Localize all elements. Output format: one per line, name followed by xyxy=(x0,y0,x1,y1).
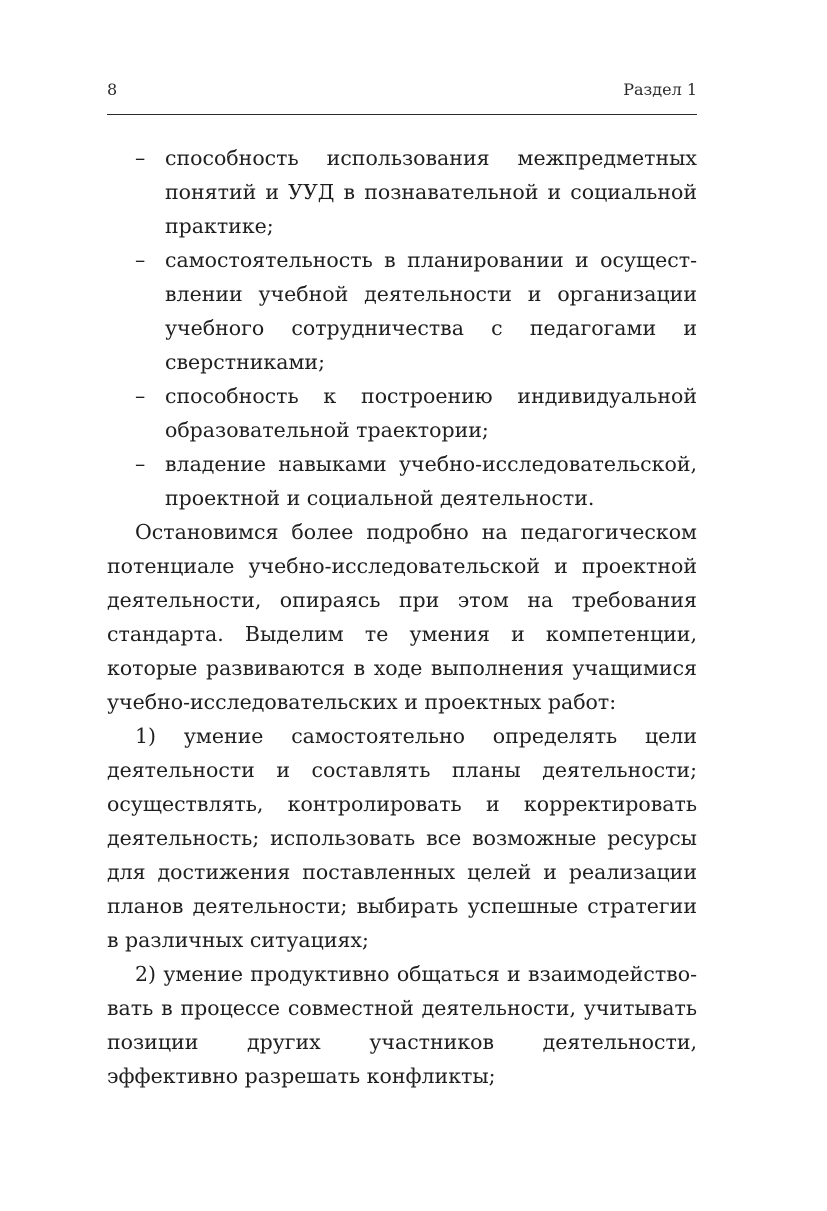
dash-marker: – xyxy=(135,452,146,476)
header-rule xyxy=(107,114,697,115)
paragraph-item-2: 2) умение продуктивно общаться и взаимодействовать в процессе совместной деятельности, учитывать позиции других участников деятельности, эффективно разрешать конфликты; xyxy=(107,962,697,1088)
dash-marker: – xyxy=(135,384,146,408)
list-item-text: самостоятельность в планировании и осуществлении учебной деятельности и организации учебного сотрудничества с педагогами и сверстниками; xyxy=(165,248,697,374)
list-item xyxy=(107,141,697,243)
list-item xyxy=(107,379,697,447)
paragraph-item-1: 1) умение самостоятельно определять цели деятельности и составлять планы деятельности; осуществлять, контролировать и корректировать деятельность; использовать все возможные ресурсы для достижения поставленных целей и реализации планов деятельности; выбирать успешные стратегии в различных ситуациях; xyxy=(107,724,697,952)
paragraph-intro: Остановимся более подробно на педагогическом потенциале учебно-исследовательской и проектной деятельности, опираясь при этом на требования стандарта. Выделим те умения и компетенции, которые развиваются в ходе выполнения учащимися учебно-исследовательских и проектных работ: xyxy=(107,520,697,714)
list-item-text: способность к построению индивидуальной образовательной траектории; xyxy=(165,384,697,442)
list-item-text: владение навыками учебно-исследовательской, проектной и социальной деятельности. xyxy=(165,452,697,510)
list-item xyxy=(107,243,697,379)
list-item-text: способность использования межпредметных понятий и УУД в познавательной и социальной практике; xyxy=(165,146,697,238)
page-body xyxy=(107,141,697,1093)
dash-marker: – xyxy=(135,248,146,272)
section-title: Раздел 1 xyxy=(623,80,697,99)
competency-list xyxy=(107,141,697,515)
running-header xyxy=(107,80,697,99)
page-number: 8 xyxy=(107,80,118,99)
list-item xyxy=(107,447,697,515)
dash-marker: – xyxy=(135,146,146,170)
